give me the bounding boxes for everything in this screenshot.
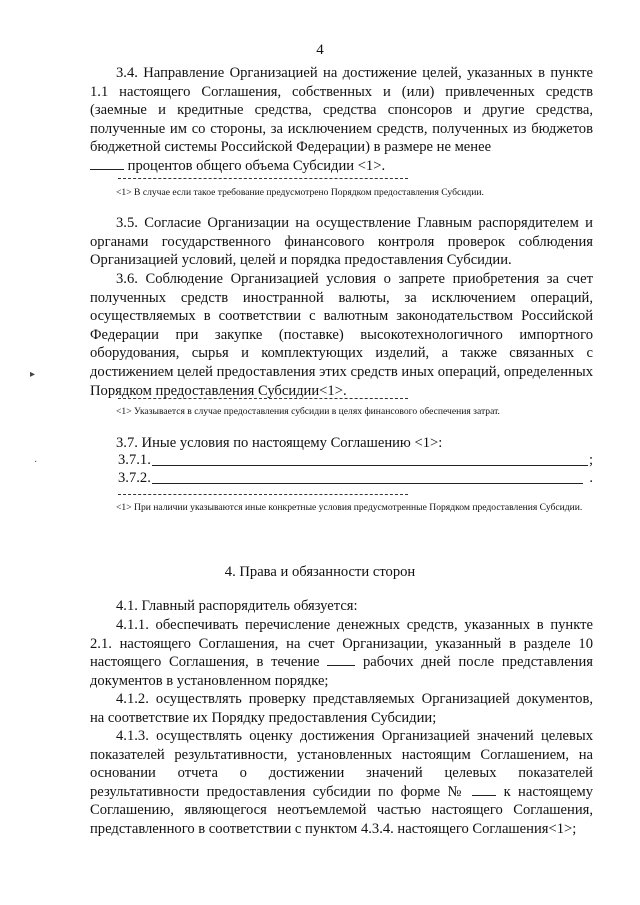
footnote-3: <1> При наличии указываются иные конкретные условия предусмотренные Порядком предоставления Субсидии.: [116, 502, 583, 513]
footnote-2: <1> Указывается в случае предоставления субсидии в целях финансового обеспечения затрат.: [116, 406, 500, 417]
paragraph-4-1-3-end: к настоящему Соглашению, являющегося неотъемлемой частью настоящего Соглашения, представленного в соответствии с пунктом 4.3.4. настоящего Соглашения<1>;: [90, 783, 593, 837]
clause-3-7-1-end: ;: [588, 452, 593, 468]
paragraph-3-4: [90, 64, 593, 176]
footnote-1: <1> В случае если такое требование предусмотрено Порядком предоставления Субсидии.: [116, 187, 484, 198]
paragraph-3-6: 3.6. Соблюдение Организацией условия о запрете приобретения за счет полученных средств иностранной валюты, за исключением операций, осуществляемых в соответствии с валютным законодательством Российской Федерации при закупке (поставке) высокотехнологичного импортного оборудования, сырья и комплектующих изделий, а также связанных с достижением целей предоставления этих средств иных операций, определенных Порядком предоставления Субсидии<1>.: [90, 271, 593, 399]
days-blank: [327, 653, 355, 666]
footnote-separator: [118, 398, 408, 399]
paragraph-4-1-3: [90, 727, 593, 839]
paragraph-4-1-1-end: рабочих дней после представления документов в установленном порядке;: [90, 654, 593, 689]
scan-mark: ·: [34, 457, 38, 468]
scan-mark: ▸: [30, 369, 36, 380]
form-number-blank: [472, 783, 496, 796]
paragraph-4-1-1-text: 4.1.1. обеспечивать перечисление денежных средств, указанных в пункте 2.1. настоящего Соглашения, на счет Организации, указанный в разделе 10 настоящего Соглашения, в течение: [90, 617, 593, 671]
section-4-heading: 4. Права и обязанности сторон: [224, 564, 416, 580]
paragraph-4-1: 4.1. Главный распорядитель обязуется:: [116, 598, 358, 614]
page-number: 4: [316, 42, 324, 58]
footnote-separator: [118, 178, 408, 179]
fill-line: [152, 464, 588, 466]
paragraph-3-4-end: процентов общего объема Субсидии <1>.: [127, 157, 386, 174]
clause-3-7-2-label: 3.7.2.: [118, 470, 151, 486]
paragraph-3-5: 3.5. Согласие Организации на осуществление Главным распорядителем и органами государственного финансового контроля проверок соблюдения Организацией условий, целей и порядка предоставления Субсидии.: [90, 215, 593, 269]
clause-3-7-2: [118, 468, 593, 487]
fill-line: [152, 482, 584, 484]
clause-3-7-2-end: .: [589, 470, 593, 486]
percent-blank: [90, 157, 124, 170]
paragraph-4-1-3-text: 4.1.3. осуществлять оценку достижения Организацией значений целевых показателей результативности, установленных настоящим Соглашением, на основании отчета о достижении значений целевых показателей результативности предоставления субсидии по форме №: [90, 728, 593, 800]
paragraph-4-1-1: [90, 616, 593, 690]
paragraph-3-7: 3.7. Иные условия по настоящему Соглашению <1>:: [116, 435, 443, 451]
paragraph-3-4-text: 3.4. Направление Организацией на достижение целей, указанных в пункте 1.1 настоящего Соглашения, собственных и (или) привлеченных средств (заемные и кредитные средства, средства спонсоров и другие средства, полученные им со стороны, за исключением средств, полученных из бюджетов бюджетной системы Российской Федерации) в размере не менее: [90, 65, 593, 156]
clause-3-7-1: [118, 450, 593, 469]
clause-3-7-1-label: 3.7.1.: [118, 452, 151, 468]
paragraph-4-1-2: 4.1.2. осуществлять проверку представляемых Организацией документов, на соответствие их Порядку предоставления Субсидии;: [90, 691, 593, 726]
footnote-separator: [118, 494, 408, 495]
